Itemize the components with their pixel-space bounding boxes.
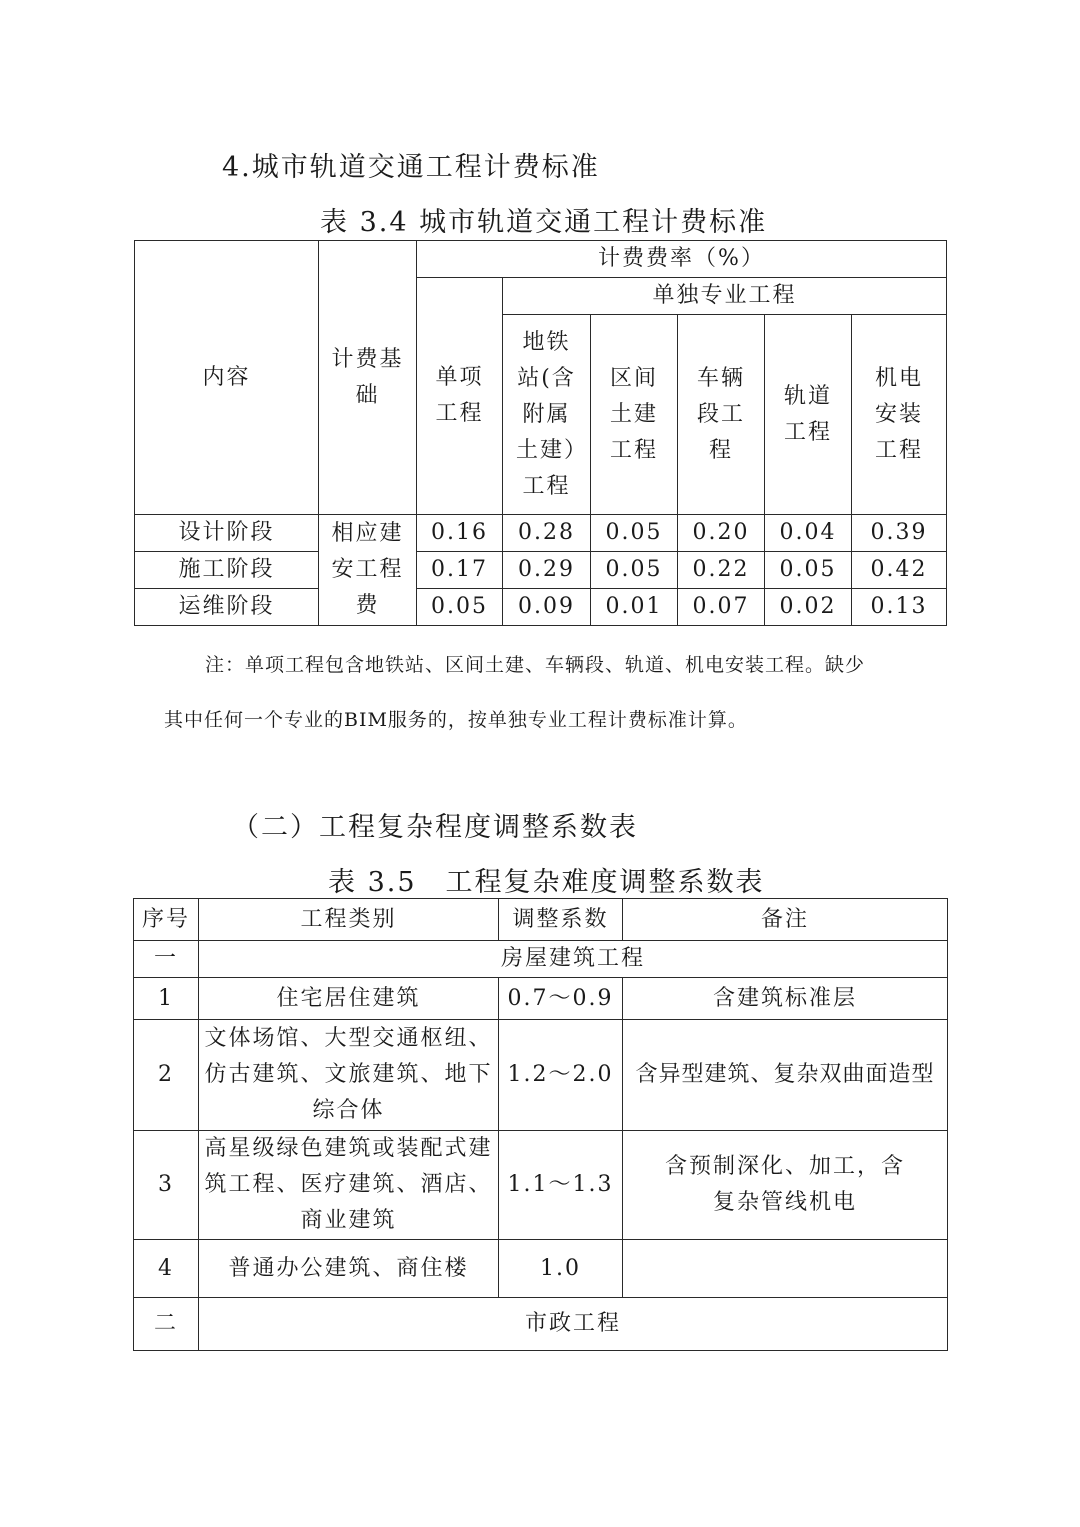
rate-cell: 0.39 [852, 515, 947, 552]
rate-cell: 0.29 [503, 552, 591, 589]
table-row [134, 1131, 948, 1240]
rate-cell: 0.28 [503, 515, 591, 552]
table35-caption: 表 3.5 工程复杂难度调整系数表 [328, 867, 765, 898]
row-factor: 0.7～0.9 [499, 978, 623, 1020]
table-row [134, 1020, 948, 1131]
table-3-4 [134, 240, 947, 626]
rate-cell: 0.04 [765, 515, 852, 552]
col-rate-header: 计费费率（%） [417, 241, 947, 278]
rate-cell: 0.05 [591, 515, 678, 552]
table34-caption: 表 3.4 城市轨道交通工程计费标准 [320, 207, 768, 238]
subcol-electromechanical: 机电安装工程 [852, 315, 947, 515]
header-remark: 备注 [623, 899, 948, 941]
subcol-depot: 车辆段工程 [678, 315, 765, 515]
rate-cell: 0.01 [591, 589, 678, 626]
stage-cell: 设计阶段 [135, 515, 319, 552]
col-single-header: 单项工程 [417, 278, 503, 515]
group-row [134, 1298, 948, 1351]
group-index: 二 [134, 1298, 199, 1351]
row-remark: 含建筑标准层 [623, 978, 948, 1020]
header-factor: 调整系数 [499, 899, 623, 941]
row-category: 高星级绿色建筑或装配式建筑工程、医疗建筑、酒店、商业建筑 [199, 1131, 499, 1240]
row-index: 2 [134, 1020, 199, 1131]
col-professional-header: 单独专业工程 [503, 278, 947, 315]
row-category: 住宅居住建筑 [199, 978, 499, 1020]
rate-cell: 0.22 [678, 552, 765, 589]
row-remark: 含预制深化、加工，含复杂管线机电 [623, 1131, 948, 1240]
row-index: 3 [134, 1131, 199, 1240]
basis-value-cell: 相应建安工程费 [319, 515, 417, 626]
row-factor: 1.0 [499, 1240, 623, 1298]
section4-heading: 4.城市轨道交通工程计费标准 [222, 152, 600, 183]
rate-cell: 0.16 [417, 515, 503, 552]
rate-cell: 0.13 [852, 589, 947, 626]
table-row [134, 1240, 948, 1298]
row-remark [623, 1240, 948, 1298]
row-category: 普通办公建筑、商住楼 [199, 1240, 499, 1298]
stage-cell: 运维阶段 [135, 589, 319, 626]
table-3-5 [133, 898, 948, 1351]
rate-cell: 0.20 [678, 515, 765, 552]
row-remark: 含异型建筑、复杂双曲面造型 [623, 1020, 948, 1131]
header-index: 序号 [134, 899, 199, 941]
subcol-metro-station: 地铁站(含附属土建）工程 [503, 315, 591, 515]
table-row [135, 552, 947, 589]
stage-cell: 施工阶段 [135, 552, 319, 589]
subcol-section-civil: 区间土建工程 [591, 315, 678, 515]
rate-cell: 0.02 [765, 589, 852, 626]
rate-cell: 0.17 [417, 552, 503, 589]
header-category: 工程类别 [199, 899, 499, 941]
group-label: 房屋建筑工程 [199, 941, 948, 978]
complexity-heading: （二）工程复杂程度调整系数表 [232, 812, 638, 843]
rate-cell: 0.42 [852, 552, 947, 589]
row-category: 文体场馆、大型交通枢纽、仿古建筑、文旅建筑、地下综合体 [199, 1020, 499, 1131]
subcol-track: 轨道工程 [765, 315, 852, 515]
group-index: 一 [134, 941, 199, 978]
col-content-header: 内容 [135, 241, 319, 515]
row-factor: 1.1～1.3 [499, 1131, 623, 1240]
group-label: 市政工程 [199, 1298, 948, 1351]
table-row [135, 589, 947, 626]
rate-cell: 0.05 [591, 552, 678, 589]
table-row [135, 515, 947, 552]
row-index: 1 [134, 978, 199, 1020]
table34-note-line1: 注：单项工程包含地铁站、区间土建、车辆段、轨道、机电安装工程。缺少 [205, 654, 866, 676]
rate-cell: 0.07 [678, 589, 765, 626]
row-factor: 1.2～2.0 [499, 1020, 623, 1131]
rate-cell: 0.05 [765, 552, 852, 589]
row-index: 4 [134, 1240, 199, 1298]
table34-note-line2: 其中任何一个专业的BIM服务的，按单独专业工程计费标准计算。 [164, 709, 748, 731]
table-row [134, 978, 948, 1020]
rate-cell: 0.05 [417, 589, 503, 626]
group-row [134, 941, 948, 978]
rate-cell: 0.09 [503, 589, 591, 626]
col-basis-header: 计费基础 [319, 241, 417, 515]
